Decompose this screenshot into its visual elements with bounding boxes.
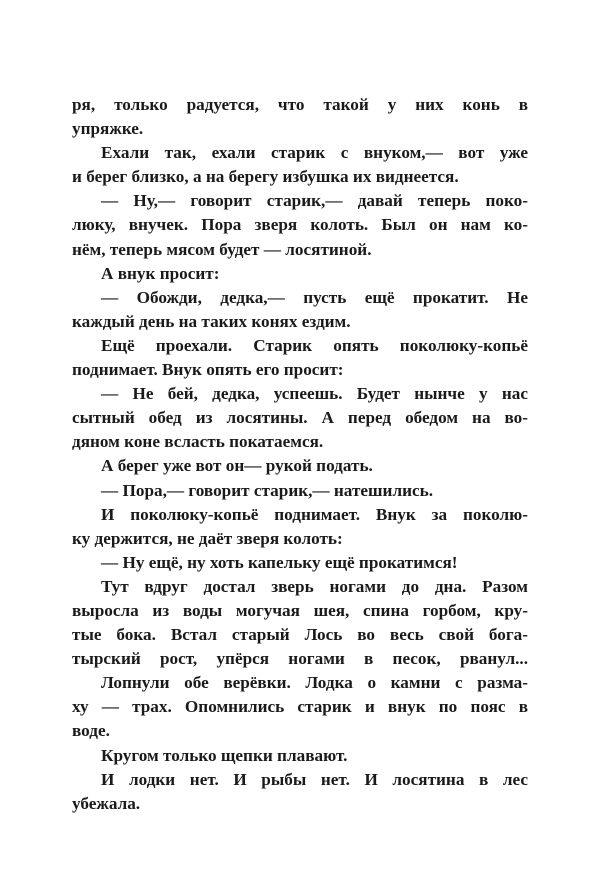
text-line: А берег уже вот он— рукой подать. [101,456,373,476]
text-line: ху — трах. Опомнились старик и внук по пояс в [72,697,528,717]
text-line: поднимает. Внук опять его просит: [72,360,344,380]
text-line: ря, только радуется, что такой у них конь в [72,95,528,114]
text-line: — Ну,— говорит старик,— давай теперь поко- [101,191,528,211]
text-line: люку, внучек. Пора зверя колоть. Был он нам ко- [72,215,528,235]
text-line: И поколюку-копьё поднимает. Внук за поколю- [101,504,528,524]
text-line: — Пора,— говорит старик,— натешились. [101,480,433,500]
text-line: Ещё проехали. Старик опять поколюку-копьё [101,335,528,355]
text-line: тырский рост, упёрся ногами в песок, рванул... [72,649,528,669]
text-line: упряжке. [72,119,144,139]
text-line: тые бока. Встал старый Лось во весь свой бога- [72,625,528,645]
text-line: И лодки нет. И рыбы нет. И лосятина в лес [101,769,528,789]
text-line: выросла из воды могучая шея, спина горбом, кру- [72,600,528,620]
text-line: Лопнули обе верёвки. Лодка о камни с разма- [101,673,528,693]
text-line: воде. [72,721,110,741]
text-line: каждый день на таких конях ездим. [72,311,351,331]
text-line: сытный обед из лосятины. А перед обедом на во- [72,408,528,428]
text-line: — Обожди, дедка,— пусть ещё прокатит. Не [101,287,528,307]
text-line: и берег близко, а на берегу избушка их виднеется. [72,167,459,187]
text-line: — Не бей, дедка, успеешь. Будет нынче у нас [101,384,528,404]
text-line: Тут вдруг достал зверь ногами до дна. Разом [101,576,528,596]
text-line: нём, теперь мясом будет — лосятиной. [72,239,372,259]
text-line: — Ну ещё, ну хоть капельку ещё прокатимся! [101,552,458,572]
text-line: ку держится, не даёт зверя колоть: [72,528,343,548]
text-line: убежала. [72,793,141,813]
text-line: Кругом только щепки плавают. [101,745,348,765]
text-line: А внук просит: [101,263,220,283]
text-line: Ехали так, ехали старик с внуком,— вот уже [101,143,528,163]
text-line: дяном коне всласть покатаемся. [72,432,324,452]
page-body-text [72,93,528,816]
